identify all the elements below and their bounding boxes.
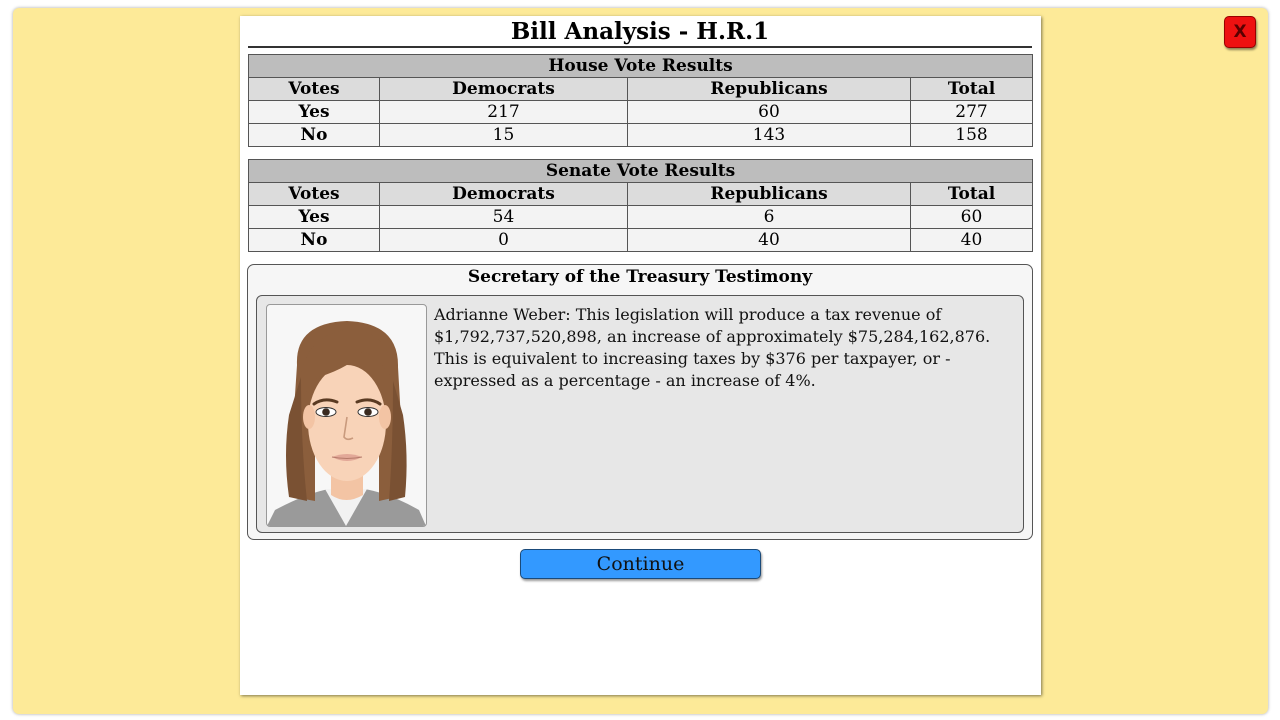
house-yes-total: 277 xyxy=(911,101,1033,124)
senate-header-votes: Votes xyxy=(249,183,380,206)
continue-button[interactable]: Continue xyxy=(520,549,761,579)
house-yes-label: Yes xyxy=(249,101,380,124)
senate-yes-democrats: 54 xyxy=(380,206,628,229)
secretary-portrait-icon xyxy=(266,304,427,527)
house-header-total: Total xyxy=(911,78,1033,101)
testimony-box xyxy=(256,295,1024,533)
house-no-label: No xyxy=(249,124,380,147)
close-button[interactable]: X xyxy=(1224,16,1256,48)
senate-yes-republicans: 6 xyxy=(628,206,911,229)
senate-yes-label: Yes xyxy=(249,206,380,229)
table-row xyxy=(249,229,1033,252)
senate-header-republicans: Republicans xyxy=(628,183,911,206)
senate-no-republicans: 40 xyxy=(628,229,911,252)
senate-yes-total: 60 xyxy=(911,206,1033,229)
senate-no-democrats: 0 xyxy=(380,229,628,252)
senate-header-total: Total xyxy=(911,183,1033,206)
senate-vote-table xyxy=(248,159,1033,252)
house-header-democrats: Democrats xyxy=(380,78,628,101)
table-row xyxy=(249,101,1033,124)
testimony-title: Secretary of the Treasury Testimony xyxy=(467,267,813,287)
bill-analysis-dialog xyxy=(240,16,1041,695)
senate-vote-caption: Senate Vote Results xyxy=(249,160,1033,183)
senate-no-label: No xyxy=(249,229,380,252)
testimony-section xyxy=(247,264,1033,540)
house-header-republicans: Republicans xyxy=(628,78,911,101)
house-header-votes: Votes xyxy=(249,78,380,101)
dialog-title: Bill Analysis - H.R.1 xyxy=(248,18,1032,48)
house-yes-democrats: 217 xyxy=(380,101,628,124)
house-vote-caption: House Vote Results xyxy=(249,55,1033,78)
testimony-text: Adrianne Weber: This legislation will produce a tax revenue of $1,792,737,520,898, an increase of approximately $75,284,162,876. This is equivalent to increasing taxes by $376 per taxpayer, or - expressed as a percentage - an increase of 4%. xyxy=(434,305,991,390)
table-row xyxy=(249,124,1033,147)
senate-no-total: 40 xyxy=(911,229,1033,252)
house-vote-table xyxy=(248,54,1033,147)
house-no-republicans: 143 xyxy=(628,124,911,147)
house-no-total: 158 xyxy=(911,124,1033,147)
house-no-democrats: 15 xyxy=(380,124,628,147)
house-yes-republicans: 60 xyxy=(628,101,911,124)
table-row xyxy=(249,206,1033,229)
senate-header-democrats: Democrats xyxy=(380,183,628,206)
